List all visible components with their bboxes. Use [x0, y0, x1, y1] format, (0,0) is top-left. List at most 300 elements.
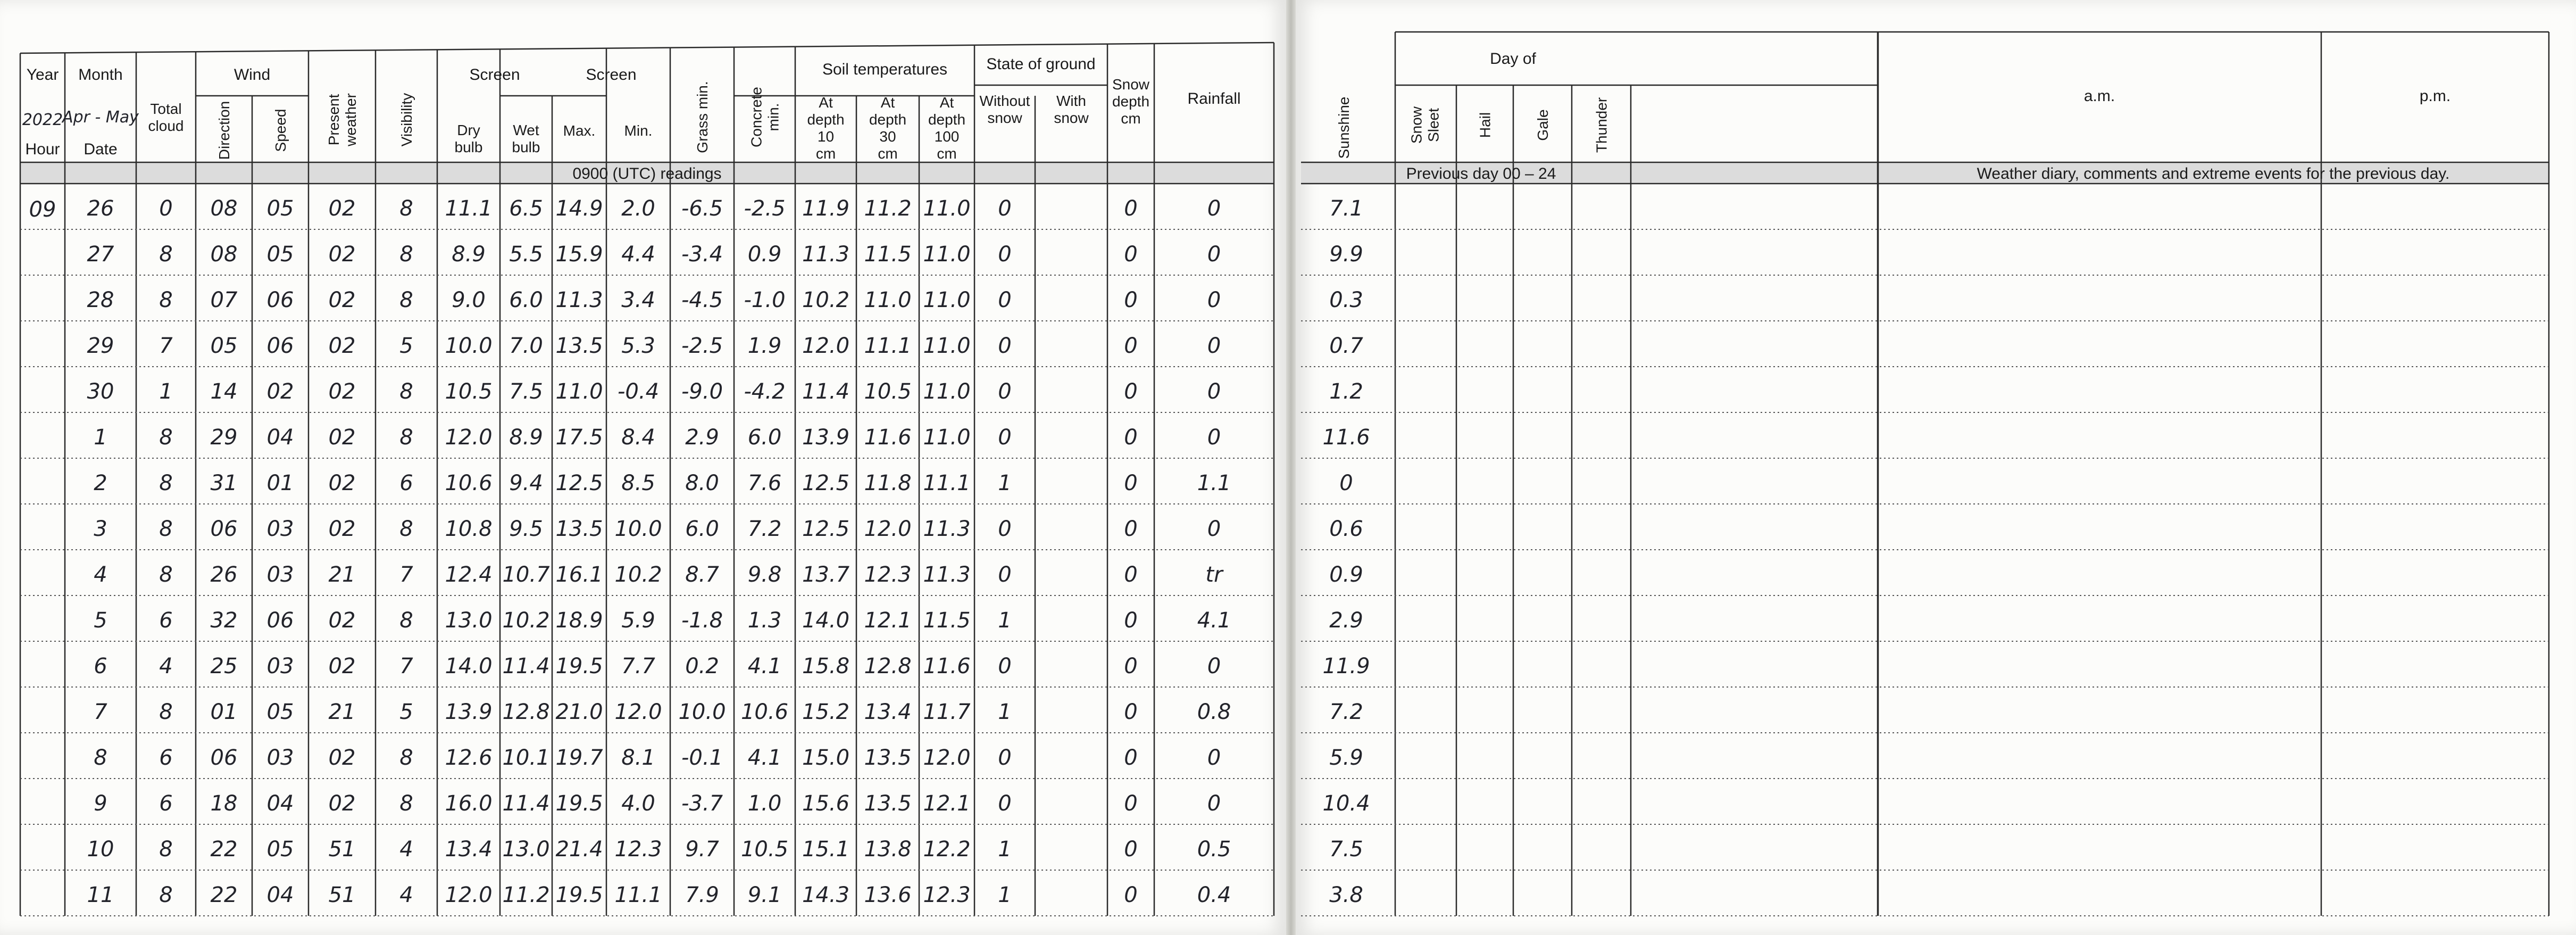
reading-cell: 8	[399, 608, 413, 633]
reading-cell: 1.9	[747, 334, 782, 358]
thunder-header: Thunder	[1593, 97, 1610, 153]
reading-cell: 5	[399, 700, 413, 724]
reading-cell: 0	[998, 334, 1012, 358]
reading-cell: 08	[210, 242, 238, 267]
reading-cell: -2.5	[681, 334, 723, 358]
reading-cell: 9.1	[747, 883, 782, 907]
reading-cell: 25	[210, 654, 238, 679]
reading-cell: 02	[328, 379, 356, 404]
hail-header: Hail	[1477, 112, 1494, 138]
reading-cell: 32	[210, 608, 238, 633]
reading-cell: 12.8	[864, 654, 912, 679]
visibility-header: Visibility	[398, 93, 415, 147]
reading-cell: 12.1	[923, 791, 971, 816]
depth-10-header: At depth 10 cm	[807, 94, 845, 162]
reading-cell: 1	[998, 837, 1012, 862]
reading-cell: -3.7	[681, 791, 723, 816]
reading-cell: 0	[159, 196, 173, 221]
reading-cell: 11.1	[923, 471, 971, 495]
wet-bulb-header: Wet bulb	[512, 122, 540, 155]
reading-cell: 7.0	[509, 334, 543, 358]
sunshine-cell: 0.3	[1329, 288, 1363, 312]
reading-cell: 21	[328, 700, 356, 724]
reading-cell: 16.0	[445, 791, 493, 816]
sunshine-cell: 0.6	[1329, 517, 1363, 541]
reading-cell: 6	[94, 654, 107, 679]
reading-cell: 13.9	[802, 425, 850, 450]
reading-cell: 1	[998, 700, 1012, 724]
reading-cell: 0.9	[747, 242, 782, 267]
reading-cell: 13.5	[864, 791, 912, 816]
reading-cell: 0	[1124, 196, 1138, 221]
reading-cell: 4.1	[1197, 608, 1231, 633]
reading-cell: 5	[94, 608, 107, 633]
reading-cell: 8.1	[621, 746, 655, 770]
min-header: Min.	[624, 122, 653, 139]
reading-cell: 12.2	[923, 837, 971, 862]
reading-cell: 1	[998, 471, 1012, 495]
reading-cell: 1	[998, 608, 1012, 633]
reading-cell: 1.3	[747, 608, 782, 633]
reading-cell: 0	[998, 379, 1012, 404]
reading-cell: 14.0	[802, 608, 850, 633]
reading-cell: 11.3	[802, 242, 850, 267]
reading-cell: 4	[159, 654, 173, 679]
reading-cell: -3.4	[681, 242, 723, 267]
reading-cell: 7.9	[685, 883, 719, 907]
reading-cell: 4	[94, 562, 107, 587]
reading-cell: 0	[998, 791, 1012, 816]
reading-cell: 12.0	[923, 746, 971, 770]
reading-cell: 0	[1124, 334, 1138, 358]
snow-sleet-header: SnowSleet	[1408, 106, 1442, 144]
year-value: 2022	[22, 111, 63, 129]
previous-day-band	[1301, 162, 1878, 184]
reading-cell: 0	[1207, 791, 1221, 816]
pm-header: p.m.	[2419, 87, 2451, 105]
reading-cell: 0	[998, 562, 1012, 587]
reading-cell: 19.5	[555, 883, 603, 907]
reading-cell: 7.6	[747, 471, 782, 495]
gale-header: Gale	[1535, 109, 1551, 141]
with-snow-header: With snow	[1054, 93, 1089, 126]
reading-cell: 02	[328, 334, 356, 358]
reading-cell: 6.0	[685, 517, 719, 541]
reading-cell: 0	[998, 425, 1012, 450]
reading-cell: 0	[1207, 425, 1221, 450]
reading-cell: 13.0	[445, 608, 493, 633]
reading-cell: 31	[210, 471, 238, 495]
reading-cell: -1.8	[681, 608, 723, 633]
reading-cell: 8.4	[621, 425, 655, 450]
hour-header: Hour	[25, 140, 60, 158]
sunshine-cell: 7.2	[1329, 700, 1363, 724]
sunshine-header: Sunshine	[1336, 96, 1352, 159]
reading-cell: 4.1	[747, 746, 782, 770]
hour-value: 09	[29, 197, 56, 222]
reading-cell: 01	[266, 471, 294, 495]
reading-cell: 10.6	[740, 700, 789, 724]
reading-cell: 4.0	[621, 791, 655, 816]
total-cloud-header: Total cloud	[148, 101, 184, 134]
reading-cell: 13.8	[864, 837, 912, 862]
reading-cell: 7	[399, 562, 413, 587]
reading-cell: 02	[328, 608, 356, 633]
reading-cell: 4	[399, 837, 413, 862]
reading-cell: 8	[399, 517, 413, 541]
reading-cell: 22	[210, 837, 238, 862]
reading-cell: 11.6	[923, 654, 971, 679]
reading-cell: 7.2	[747, 517, 782, 541]
snow-depth-header: Snow depth cm	[1112, 76, 1150, 127]
reading-cell: 8	[399, 196, 413, 221]
reading-cell: 11.8	[864, 471, 912, 495]
reading-cell: 13.6	[864, 883, 912, 907]
reading-cell: 8	[159, 425, 173, 450]
reading-cell: 02	[328, 425, 356, 450]
max-header: Max.	[563, 122, 596, 139]
reading-cell: 11.6	[864, 425, 912, 450]
reading-cell: 1.1	[1197, 471, 1231, 495]
reading-cell: 05	[266, 700, 294, 724]
reading-cell: -0.1	[681, 746, 723, 770]
reading-cell: 11.5	[923, 608, 971, 633]
reading-cell: 0	[1124, 700, 1138, 724]
reading-cell: 15.0	[802, 746, 850, 770]
reading-cell: 13.7	[802, 562, 850, 587]
right-page	[1296, 0, 2576, 935]
reading-cell: 15.2	[802, 700, 850, 724]
reading-cell: 9.4	[509, 471, 543, 495]
reading-cell: 4	[399, 883, 413, 907]
reading-cell: 1	[998, 883, 1012, 907]
concrete-min-header: Concretemin.	[748, 87, 782, 147]
am-header: a.m.	[2083, 87, 2115, 105]
reading-cell: 8.7	[685, 562, 719, 587]
reading-cell: 1	[94, 425, 107, 450]
reading-cell: 0.2	[685, 654, 719, 679]
reading-cell: 8	[399, 425, 413, 450]
reading-cell: 10.1	[502, 746, 550, 770]
left-page	[0, 0, 1286, 935]
reading-cell: 1.0	[747, 791, 782, 816]
reading-cell: 02	[328, 517, 356, 541]
reading-cell: 0	[1207, 379, 1221, 404]
sunshine-cell: 7.1	[1329, 196, 1363, 221]
screen-header-2: Screen	[586, 66, 637, 84]
reading-cell: 0	[998, 242, 1012, 267]
reading-cell: 5.9	[621, 608, 655, 633]
reading-cell: 9.5	[509, 517, 543, 541]
reading-cell: 11.2	[864, 196, 912, 221]
reading-cell: 10.5	[740, 837, 789, 862]
reading-cell: 02	[328, 288, 356, 312]
reading-cell: 11.0	[923, 379, 971, 404]
reading-cell: 0	[1207, 196, 1221, 221]
reading-cell: 0	[1124, 608, 1138, 633]
reading-cell: 10.2	[502, 608, 550, 633]
reading-cell: 6.0	[509, 288, 543, 312]
reading-cell: 7	[94, 700, 107, 724]
direction-header: Direction	[216, 101, 232, 160]
reading-cell: 3	[94, 517, 107, 541]
reading-cell: 2.9	[685, 425, 719, 450]
reading-cell: 8	[399, 288, 413, 312]
reading-cell: 8	[399, 746, 413, 770]
reading-cell: 0	[1207, 517, 1221, 541]
reading-cell: 0	[998, 288, 1012, 312]
reading-cell: 6.0	[747, 425, 782, 450]
reading-cell: 12.0	[864, 517, 912, 541]
reading-cell: 02	[328, 242, 356, 267]
reading-cell: 02	[328, 791, 356, 816]
reading-cell: 14.3	[802, 883, 850, 907]
sunshine-cell: 2.9	[1329, 608, 1363, 633]
reading-cell: 11.4	[502, 791, 550, 816]
reading-cell: 0	[1124, 288, 1138, 312]
reading-cell: 0	[998, 746, 1012, 770]
reading-cell: 02	[266, 379, 294, 404]
reading-cell: 11.0	[923, 425, 971, 450]
reading-cell: 13.5	[555, 517, 603, 541]
reading-cell: 19.5	[555, 654, 603, 679]
reading-cell: 10.7	[502, 562, 550, 587]
reading-cell: 12.3	[864, 562, 912, 587]
reading-cell: 8.0	[685, 471, 719, 495]
reading-cell: 18	[210, 791, 238, 816]
reading-cell: 06	[210, 517, 238, 541]
reading-cell: 13.5	[555, 334, 603, 358]
reading-cell: 10.5	[445, 379, 493, 404]
readings-band-label: 0900 (UTC) readings	[572, 165, 722, 183]
reading-cell: 0	[1124, 379, 1138, 404]
reading-cell: 22	[210, 883, 238, 907]
reading-cell: 11.1	[445, 196, 493, 221]
reading-cell: 8	[159, 700, 173, 724]
reading-cell: 03	[266, 562, 294, 587]
reading-cell: 6	[159, 746, 173, 770]
sunshine-cell: 9.9	[1329, 242, 1363, 267]
reading-cell: 06	[266, 608, 294, 633]
reading-cell: 11.5	[864, 242, 912, 267]
reading-cell: 2.0	[621, 196, 655, 221]
sunshine-cell: 1.2	[1329, 379, 1363, 404]
reading-cell: 10.6	[445, 471, 493, 495]
reading-cell: 11.1	[864, 334, 912, 358]
reading-cell: 26	[210, 562, 238, 587]
reading-cell: 2	[94, 471, 107, 495]
reading-cell: 0	[1207, 288, 1221, 312]
reading-cell: 11.7	[923, 700, 971, 724]
reading-cell: 5	[399, 334, 413, 358]
reading-cell: 08	[210, 196, 238, 221]
reading-cell: 11.4	[502, 654, 550, 679]
reading-cell: 10	[87, 837, 114, 862]
reading-cell: 07	[210, 288, 238, 312]
reading-cell: 6	[159, 791, 173, 816]
reading-cell: 12.3	[923, 883, 971, 907]
sunshine-cell: 11.6	[1322, 425, 1370, 450]
reading-cell: 06	[266, 334, 294, 358]
reading-cell: 10.0	[678, 700, 726, 724]
reading-cell: 0.4	[1197, 883, 1231, 907]
reading-cell: 11.9	[802, 196, 850, 221]
reading-cell: 4.4	[621, 242, 655, 267]
reading-cell: 10.5	[864, 379, 912, 404]
reading-cell: -2.5	[744, 196, 786, 221]
reading-cell: 19.5	[555, 791, 603, 816]
reading-cell: -4.5	[681, 288, 723, 312]
reading-cell: 5.5	[509, 242, 543, 267]
reading-cell: 11.1	[614, 883, 662, 907]
reading-cell: -4.2	[744, 379, 786, 404]
reading-cell: 02	[328, 654, 356, 679]
reading-cell: 05	[266, 242, 294, 267]
reading-cell: 8.9	[509, 425, 543, 450]
reading-cell: 14.0	[445, 654, 493, 679]
reading-cell: 11.0	[555, 379, 603, 404]
reading-cell: 13.9	[445, 700, 493, 724]
reading-cell: 9.0	[452, 288, 486, 312]
reading-cell: 21.0	[555, 700, 603, 724]
reading-cell: 12.0	[802, 334, 850, 358]
reading-cell: 51	[328, 837, 356, 862]
sunshine-cell: 0.9	[1329, 562, 1363, 587]
reading-cell: 11.0	[923, 196, 971, 221]
sunshine-cell: 0	[1339, 471, 1353, 495]
reading-cell: 15.9	[555, 242, 603, 267]
reading-cell: -0.4	[617, 379, 660, 404]
reading-cell: -6.5	[681, 196, 723, 221]
month-header: Month	[78, 66, 123, 84]
reading-cell: 8	[159, 562, 173, 587]
reading-cell: 7	[399, 654, 413, 679]
reading-cell: 21	[328, 562, 356, 587]
reading-cell: 11.2	[502, 883, 550, 907]
reading-cell: 12.6	[445, 746, 493, 770]
reading-cell: 21.4	[555, 837, 603, 862]
reading-cell: 0	[1124, 791, 1138, 816]
reading-cell: 0	[998, 654, 1012, 679]
reading-cell: 11.0	[923, 288, 971, 312]
reading-cell: 04	[266, 883, 294, 907]
reading-cell: 9	[94, 791, 107, 816]
depth-100-header: At depth 100 cm	[928, 94, 966, 162]
reading-cell: 15.8	[802, 654, 850, 679]
month-value: Apr - May	[62, 108, 139, 127]
reading-cell: 06	[210, 746, 238, 770]
reading-cell: 9.8	[747, 562, 782, 587]
reading-cell: 8	[159, 517, 173, 541]
reading-cell: 0.8	[1197, 700, 1231, 724]
reading-cell: 0	[998, 196, 1012, 221]
reading-cell: 01	[210, 700, 238, 724]
reading-cell: 05	[266, 196, 294, 221]
reading-cell: 51	[328, 883, 356, 907]
reading-cell: 29	[87, 334, 114, 358]
sunshine-cell: 11.9	[1322, 654, 1370, 679]
reading-cell: 0	[1207, 654, 1221, 679]
reading-cell: 8	[399, 242, 413, 267]
grass-min-header: Grass min.	[694, 81, 711, 153]
reading-cell: 06	[266, 288, 294, 312]
reading-cell: 03	[266, 654, 294, 679]
reading-cell: 6	[399, 471, 413, 495]
sunshine-cell: 5.9	[1329, 746, 1363, 770]
reading-cell: 13.4	[864, 700, 912, 724]
soil-temperatures-header: Soil temperatures	[822, 61, 948, 78]
reading-cell: 11.3	[923, 517, 971, 541]
reading-cell: 8	[159, 471, 173, 495]
reading-cell: 7.7	[621, 654, 655, 679]
reading-cell: 11	[87, 883, 114, 907]
reading-cell: 8	[159, 242, 173, 267]
reading-cell: 9.7	[685, 837, 719, 862]
reading-cell: 04	[266, 425, 294, 450]
reading-cell: 12.5	[802, 517, 850, 541]
state-of-ground-header: State of ground	[986, 55, 1096, 73]
reading-cell: 0	[1124, 746, 1138, 770]
reading-cell: 7.5	[509, 379, 543, 404]
reading-cell: 02	[328, 196, 356, 221]
reading-cell: 13.4	[445, 837, 493, 862]
reading-cell: 10.8	[445, 517, 493, 541]
reading-cell: 12.0	[445, 425, 493, 450]
reading-cell: 3.4	[621, 288, 655, 312]
reading-cell: 11.3	[923, 562, 971, 587]
reading-cell: 15.6	[802, 791, 850, 816]
reading-cell: 10.0	[445, 334, 493, 358]
sunshine-cell: 0.7	[1329, 334, 1363, 358]
book-gutter	[1286, 0, 1296, 935]
reading-cell: 11.4	[802, 379, 850, 404]
reading-cell: 12.8	[502, 700, 550, 724]
reading-cell: 26	[87, 196, 114, 221]
reading-cell: -9.0	[681, 379, 723, 404]
screen-header: Screen	[469, 66, 520, 84]
reading-cell: 05	[210, 334, 238, 358]
reading-cell: 6.5	[509, 196, 543, 221]
reading-cell: 02	[328, 746, 356, 770]
reading-cell: 12.5	[555, 471, 603, 495]
reading-cell: tr	[1205, 562, 1223, 587]
left-register-table	[0, 0, 1286, 935]
depth-30-header: At depth 30 cm	[869, 94, 907, 162]
reading-cell: 05	[266, 837, 294, 862]
reading-cell: 0	[1207, 242, 1221, 267]
dry-bulb-header: Dry bulb	[454, 122, 483, 155]
reading-cell: 0	[1124, 837, 1138, 862]
speed-header: Speed	[272, 109, 289, 152]
reading-cell: 0	[1124, 883, 1138, 907]
without-snow-header: Without snow	[979, 93, 1030, 126]
reading-cell: 5.3	[621, 334, 655, 358]
reading-cell: 17.5	[555, 425, 603, 450]
reading-cell: 0	[1124, 654, 1138, 679]
table-top-rule	[20, 43, 1274, 53]
reading-cell: 30	[87, 379, 114, 404]
reading-cell: 0	[1207, 334, 1221, 358]
reading-cell: 0	[998, 517, 1012, 541]
reading-cell: 8	[159, 883, 173, 907]
reading-cell: 18.9	[555, 608, 603, 633]
date-header: Date	[84, 140, 118, 158]
wind-header: Wind	[234, 66, 271, 84]
reading-cell: 8	[159, 837, 173, 862]
reading-cell: 0	[1124, 425, 1138, 450]
reading-cell: 6	[159, 608, 173, 633]
reading-cell: 02	[328, 471, 356, 495]
